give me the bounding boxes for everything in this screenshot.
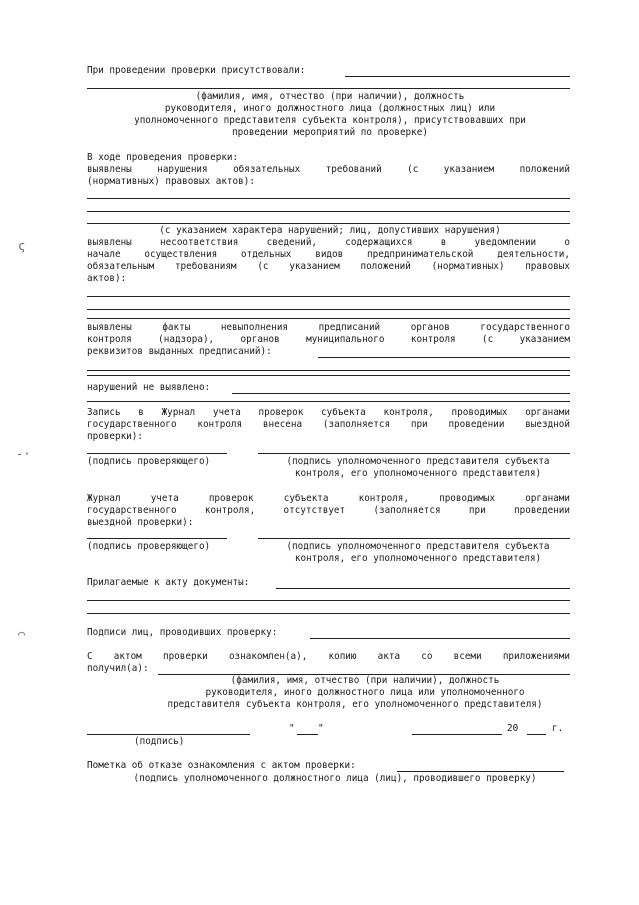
date-quote-open: " [289,723,295,734]
violations-text-1: выявлены нарушения обязательных требований (с указанием положений [87,164,570,175]
present-caption-2: руководителя, иного должностного лица (должностных лиц) или [164,103,496,114]
prescriptions-line-3[interactable] [87,375,570,376]
date-day-line[interactable] [297,734,318,735]
prescriptions-text-3: реквизитов выданных предписаний): [87,346,272,357]
violations-text-2: (нормативных) правовых актов): [87,176,255,187]
sign2-inspector-caption: (подпись проверяющего) [87,541,211,552]
present-field-line[interactable] [345,76,570,77]
scan-mark-1: ς [18,239,26,253]
inconsistencies-text-1: выявлены несоответствия сведений, содержащихся в уведомлении о [87,237,570,248]
acquainted-text-1: С актом проверки ознакомлен(а), копию акта со всеми приложениями [87,651,570,662]
sign1-rep-caption-1: (подпись уполномоченного представителя субъекта [286,456,550,467]
inspectors-signatures-line[interactable] [310,638,570,639]
violations-caption: (с указанием характера нарушений; лиц, допустивших нарушения) [159,225,501,236]
prescriptions-text-2: контроля (надзора), органов муниципального контроля (с указанием [87,334,570,345]
present-caption-1: (фамилия, имя, отчество (при наличии), должность [195,91,465,102]
prescriptions-text-1: выявлены факты невыполнения предписаний органов государственного [87,322,570,333]
inconsistencies-line-2[interactable] [87,309,570,310]
inconsistencies-line-3[interactable] [87,318,570,319]
scan-mark-2: -· [16,447,31,461]
date-year-line[interactable] [527,734,546,735]
violations-line-1[interactable] [87,198,570,199]
no-violations-line-2[interactable] [87,401,570,402]
journal-absent-text-2: государственного контроля, отсутствует (заполняется при проведении [87,505,570,516]
journal-entry-text-2: государственного контроля внесена (заполняется при проведении выездной [87,419,570,430]
sign2-inspector-line[interactable] [87,538,227,539]
attachments-line-1[interactable] [276,588,570,589]
prescriptions-line-2[interactable] [87,370,570,371]
present-caption-3: уполномоченного представителя субъекта контроля), присутствовавших при [134,115,526,126]
inconsistencies-text-2: начале осуществления отдельных видов предпринимательской деятельности, [87,249,570,260]
date-year-suffix: г. [552,723,564,734]
signature-caption: (подпись) [134,736,185,747]
acquainted-caption-2: руководителя, иного должностного лица или уполномоченного [205,687,525,698]
journal-absent-text-1: Журнал учета проверок субъекта контроля, проводимых органами [87,493,570,504]
inconsistencies-line-1[interactable] [87,296,570,297]
inconsistencies-text-3: обязательным требованиям (с указанием положений (нормативных) правовых [87,261,570,272]
journal-absent-text-3: выездной проверки): [87,517,194,528]
refusal-line[interactable] [397,771,564,772]
journal-entry-text-3: проверки): [87,431,143,442]
date-month-line[interactable] [412,734,502,735]
attachments-label: Прилагаемые к акту документы: [87,577,250,588]
sign2-rep-caption-2: контроля, его уполномоченного представителя) [294,553,542,564]
no-violations-label: нарушений не выявлено: [87,382,211,393]
acquainted-caption-1: (фамилия, имя, отчество (при наличии), должность [230,675,500,686]
journal-entry-text-1: Запись в Журнал учета проверок субъекта контроля, проводимых органами [87,407,570,418]
inspectors-signatures-label: Подписи лиц, проводивших проверку: [87,627,278,638]
attachments-line-2[interactable] [87,600,570,601]
refusal-label: Пометка об отказе ознакомления с актом проверки: [87,760,356,771]
inconsistencies-text-4: актов): [87,273,127,284]
present-label: При проведении проверки присутствовали: [87,65,306,76]
sign1-rep-line[interactable] [258,453,570,454]
sign1-inspector-line[interactable] [87,453,227,454]
present-caption-4: проведении мероприятий по проверке) [232,127,428,138]
violations-heading: В ходе проведения проверки: [87,152,239,163]
sign2-rep-line[interactable] [258,538,570,539]
prescriptions-line-1[interactable] [318,357,570,358]
sign1-inspector-caption: (подпись проверяющего) [87,456,211,467]
no-violations-line[interactable] [232,393,570,394]
date-quote-close: " [318,723,324,734]
sign1-rep-caption-2: контроля, его уполномоченного представителя) [294,468,542,479]
sign2-rep-caption-1: (подпись уполномоченного представителя субъекта [286,541,550,552]
refusal-caption: (подпись уполномоченного должностного лица (лиц), проводившего проверку) [133,773,537,784]
violations-line-3[interactable] [87,223,570,224]
acquainted-caption-3: представителя субъекта контроля, его уполномоченного представителя) [167,699,543,710]
attachments-line-3[interactable] [87,613,570,614]
present-field-line-2[interactable] [87,88,570,89]
violations-line-2[interactable] [87,211,570,212]
acquainted-text-2: получил(а): [87,663,149,674]
scan-mark-3: ⌒ [18,627,26,641]
signature-line[interactable] [87,734,250,735]
date-year-prefix: 20 [507,723,519,734]
